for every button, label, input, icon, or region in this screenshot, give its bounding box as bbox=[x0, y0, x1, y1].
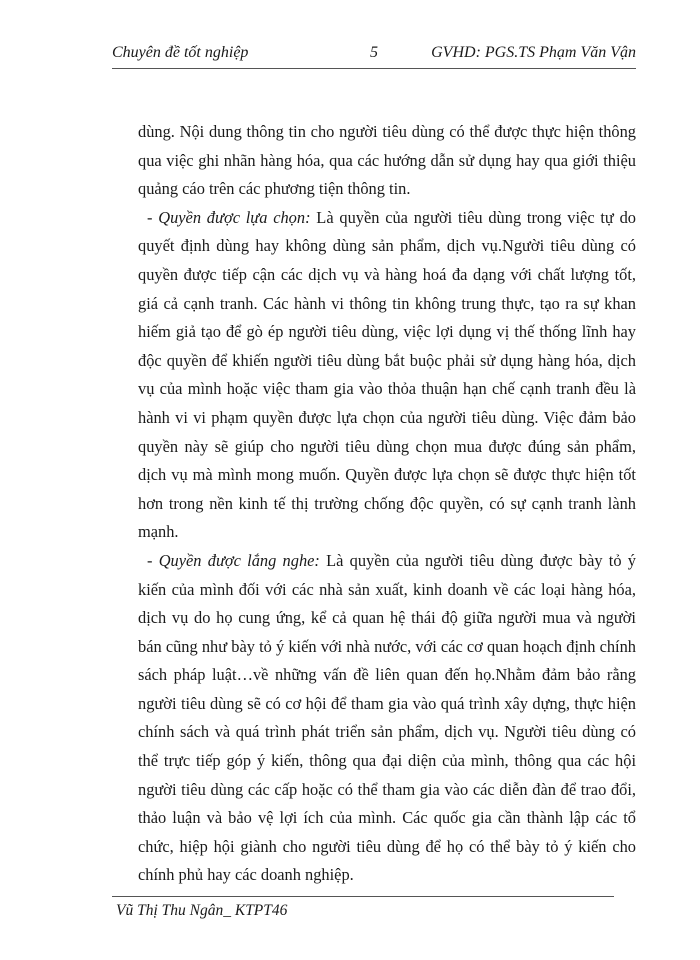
paragraph-right-to-be-heard-text: Là quyền của người tiêu dùng được bày tỏ ý kiến của mình đối với các nhà sản xuất, kinh doanh về các loại hàng hóa, dịch vụ do họ cung ứng, kể cả quan hệ thái độ giữa người mua và người bán cũng như bày tỏ ý kiến với nhà nước, với các cơ quan hoạch định chính sách pháp luật…về những vấn đề liên quan đến họ.Nhằm đảm bảo rằng người tiêu dùng sẽ có cơ hội để tham gia vào quá trình xây dựng, thực hiện chính sách và quá trình phát triển sản phẩm, dịch vụ. Người tiêu dùng có thể trực tiếp góp ý kiến, thông qua đại diện của mình, thông qua các hội người tiêu dùng các cấp hoặc có thể tham gia vào các diễn đàn để trao đổi, thảo luận và bảo vệ lợi ích của mình. Các quốc gia cần thành lập các tổ chức, hiệp hội giành cho người tiêu dùng để họ có thể bày tỏ ý kiến cho chính phủ hay các doanh nghiệp. bbox=[138, 550, 636, 885]
header-page-number: 5 bbox=[370, 44, 378, 61]
paragraph-right-to-choose-text: Là quyền của người tiêu dùng trong việc tự do quyết định dùng hay không dùng sản phẩm, dịch vụ.Người tiêu dùng có quyền được tiếp cận các dịch vụ và hàng hoá đa dạng với chất lượng tốt, giá cả cạnh tranh. Các hành vi thông tin không trung thực, tạo ra sự khan hiếm giả tạo để gò ép người tiêu dùng, việc lợi dụng vị thế thống lĩnh hay độc quyền để khiến người tiêu dùng bắt buộc phải sử dụng hàng hóa, dịch vụ của mình hoặc việc tham gia vào thỏa thuận hạn chế cạnh tranh đều là hành vi vi phạm quyền được lựa chọn của người tiêu dùng. Việc đảm bảo quyền này sẽ giúp cho người tiêu dùng chọn mua được đúng sản phẩm, dịch vụ mà mình mong muốn. Quyền được lựa chọn sẽ được thực hiện tốt hơn trong nền kinh tế thị trường chống độc quyền, có sự cạnh tranh lành mạnh. bbox=[138, 207, 636, 542]
footer-divider bbox=[112, 896, 614, 897]
body-text bbox=[138, 118, 636, 890]
header-title: Chuyên đề tốt nghiệp bbox=[112, 44, 249, 61]
paragraph-continued: dùng. Nội dung thông tin cho người tiêu dùng có thể được thực hiện thông qua việc ghi nhãn hàng hóa, qua các hướng dẫn sử dụng hay qua giới thiệu quảng cáo trên các phương tiện thông tin. bbox=[138, 122, 636, 199]
page-header bbox=[112, 44, 636, 66]
bullet-dash: - bbox=[147, 207, 159, 227]
bullet-dash: - bbox=[147, 550, 159, 570]
paragraph-right-to-choose bbox=[138, 204, 636, 547]
header-divider bbox=[112, 68, 636, 69]
term-right-to-be-heard: Quyền được lắng nghe: bbox=[158, 550, 320, 570]
footer-author: Vũ Thị Thu Ngân_ KTPT46 bbox=[116, 902, 288, 919]
paragraph-right-to-be-heard bbox=[138, 547, 636, 890]
term-right-to-choose: Quyền được lựa chọn: bbox=[158, 207, 311, 227]
header-supervisor: GVHD: PGS.TS Phạm Văn Vận bbox=[431, 44, 636, 61]
